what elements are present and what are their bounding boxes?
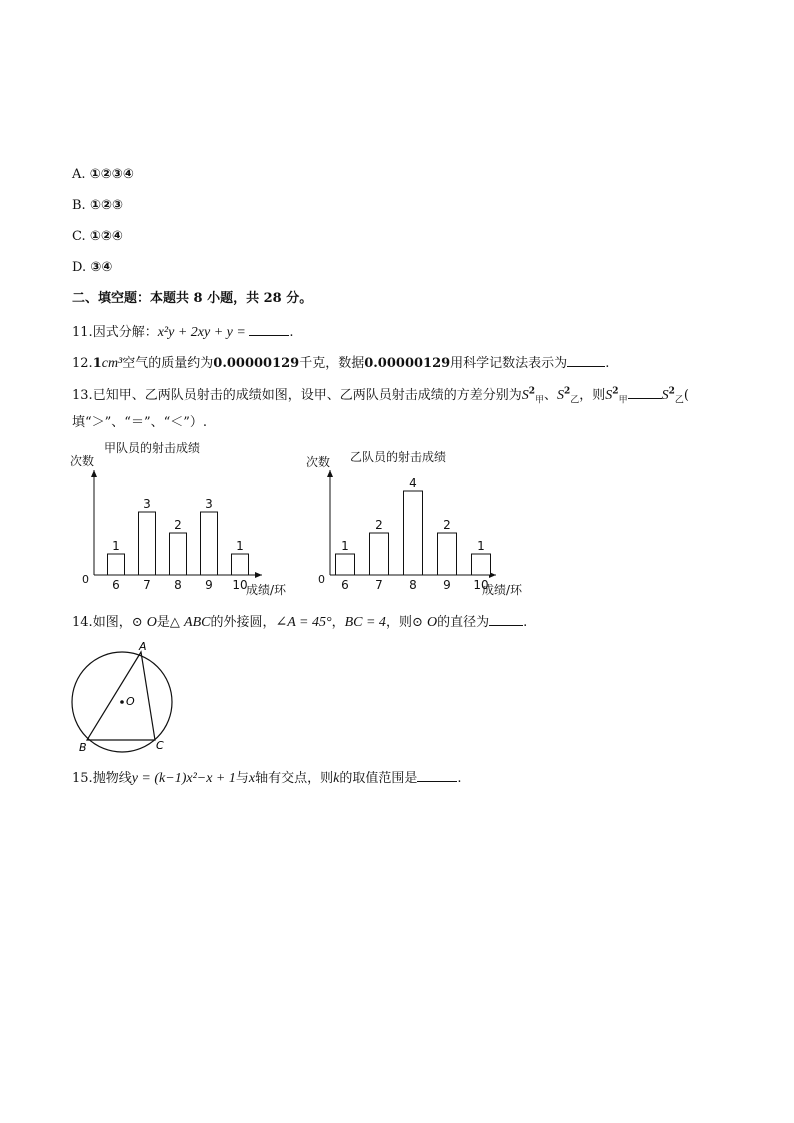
- option-b-text: ①②③: [89, 198, 123, 213]
- section-heading: 二、填空题：本题共 8 小题，共 28 分。: [72, 291, 313, 306]
- answer-blank: [628, 385, 662, 399]
- bar-value-label: 3: [205, 497, 213, 511]
- option-c-text: ①②④: [89, 229, 123, 244]
- question-11: 11.因式分解：x²y + 2xy + y = .: [72, 322, 293, 342]
- x-tick-label: 7: [143, 578, 151, 592]
- answer-blank: [417, 768, 457, 782]
- answer-blank: [567, 353, 605, 367]
- x-tick-label: 6: [112, 578, 120, 592]
- x-tick-label: 8: [174, 578, 182, 592]
- question-14: 14.如图，⊙ O是△ ABC的外接圆，∠A = 45°，BC = 4，则⊙ O的直径为 .: [72, 612, 527, 632]
- bar: [472, 554, 491, 575]
- label-a: A: [139, 640, 147, 653]
- bar: [170, 533, 187, 575]
- triangle-abc: [87, 652, 155, 740]
- chart-jia-scores: [70, 438, 290, 604]
- option-d: D. ③④: [72, 260, 113, 275]
- origin-label: 0: [82, 573, 89, 586]
- bar-value-label: 4: [409, 476, 417, 490]
- question-13: 13.已知甲、乙两队员射击的成绩如图，设甲、乙两队员射击成绩的方差分别为$S^2_甲$、$S^2_乙$，则$S^2_甲$ $S^2_乙$(: [72, 386, 689, 406]
- origin-label: 0: [318, 573, 325, 586]
- bar-value-label: 1: [112, 539, 120, 553]
- bar-value-label: 3: [143, 497, 151, 511]
- x-tick-label: 9: [443, 578, 451, 592]
- bar: [108, 554, 125, 575]
- bar: [438, 533, 457, 575]
- bar: [404, 491, 423, 575]
- x-tick-label: 8: [409, 578, 417, 592]
- x-tick-label: 9: [205, 578, 213, 592]
- question-13-line2: 填“＞”、“＝”、“＜”）.: [72, 415, 208, 430]
- x-axis-label: 成绩/环: [246, 583, 287, 597]
- option-d-text: ③④: [90, 260, 113, 275]
- answer-blank: [489, 612, 523, 626]
- label-b: B: [79, 741, 87, 754]
- y-axis-arrow: [91, 470, 97, 477]
- x-tick-label: 10: [473, 578, 489, 592]
- x-axis-label: 成绩/环: [482, 583, 523, 597]
- bar: [232, 554, 249, 575]
- chart-yi-scores: [300, 448, 540, 604]
- option-a-text: ①②③④: [89, 167, 134, 182]
- label-o: O: [126, 695, 135, 708]
- question-15: 15.抛物线y = (k−1)x²−x + 1与x轴有交点，则k的取值范围是 .: [72, 768, 462, 788]
- y-axis-arrow: [327, 470, 333, 477]
- bar: [139, 512, 156, 575]
- bar-value-label: 2: [443, 518, 451, 532]
- label-c: C: [156, 739, 164, 752]
- x-tick-label: 7: [375, 578, 383, 592]
- bar: [201, 512, 218, 575]
- bar-value-label: 2: [375, 518, 383, 532]
- bar-value-label: 2: [174, 518, 182, 532]
- chart-title: 乙队员的射击成绩: [350, 450, 447, 464]
- answer-blank: [249, 322, 289, 336]
- x-axis-arrow: [255, 572, 262, 578]
- y-axis-label: 次数: [70, 454, 95, 468]
- question-12: 12.1cm³空气的质量约为0.00000129千克，数据0.00000129用科学记数法表示为 .: [72, 353, 609, 373]
- bar-value-label: 1: [341, 539, 349, 553]
- option-b: B. ①②③: [72, 198, 123, 213]
- bar: [370, 533, 389, 575]
- x-tick-label: 10: [232, 578, 248, 592]
- y-axis-label: 次数: [306, 455, 331, 469]
- option-c: C. ①②④: [72, 229, 123, 244]
- chart-title: 甲队员的射击成绩: [104, 441, 201, 455]
- x-tick-label: 6: [341, 578, 349, 592]
- bar: [336, 554, 355, 575]
- option-a: A. ①②③④: [72, 167, 134, 182]
- bar-value-label: 1: [477, 539, 485, 553]
- circumcircle-figure: [66, 640, 186, 758]
- bar-value-label: 1: [236, 539, 244, 553]
- center-point: [120, 700, 124, 704]
